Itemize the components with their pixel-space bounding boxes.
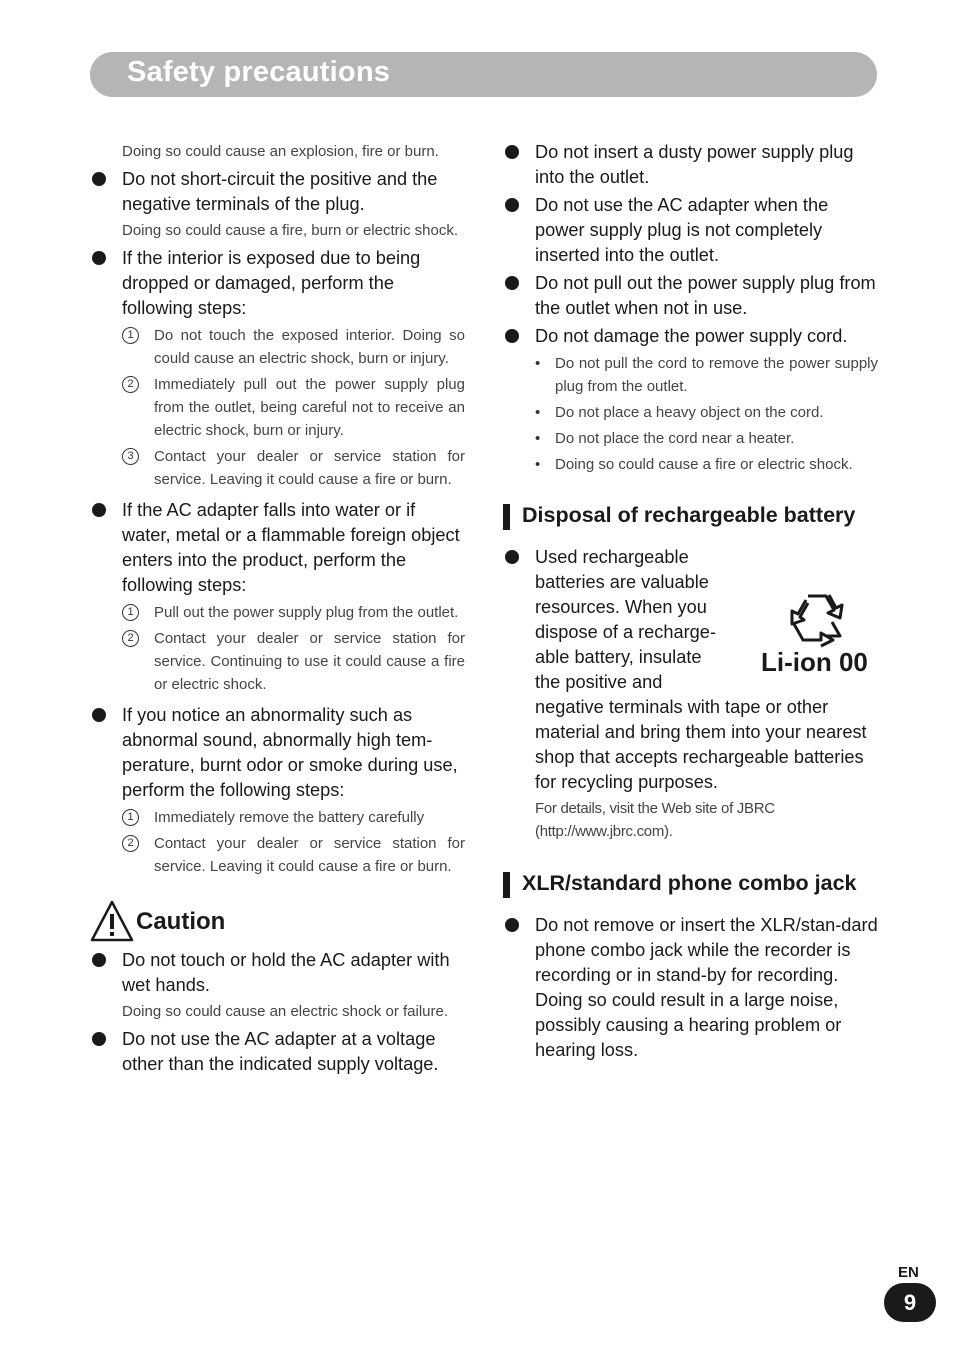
- warning-triangle-icon: [90, 900, 134, 942]
- caution-title: Caution: [136, 908, 226, 935]
- page-header: [90, 52, 877, 97]
- bullet-item: Do not damage the power supply cord.: [503, 324, 878, 349]
- step-item: [122, 601, 465, 624]
- page-title: Safety precautions: [127, 56, 391, 88]
- step-text: Pull out the power supply plug from the outlet.: [154, 604, 459, 621]
- disposal-heading: Disposal of rechargeable battery: [503, 499, 878, 531]
- sub-bullet: • Do not place a heavy object on the cord.: [503, 401, 878, 424]
- language-label: EN: [898, 1264, 919, 1281]
- bullet-note: Doing so could cause an electric shock or failure.: [122, 1003, 449, 1020]
- disposal-note: For details, visit the Web site of JBRC (http://www.jbrc.com).: [535, 800, 775, 840]
- step-item: [122, 445, 465, 491]
- step-number: 3: [122, 448, 139, 465]
- step-item: [122, 627, 465, 696]
- intro-note: Doing so could cause an explosion, fire or burn.: [122, 143, 439, 160]
- bullet-item: If you notice an abnormality such as abnormal sound, abnormally high tem-perature, burnt odor or smoke during use, perform the following steps:: [90, 703, 465, 803]
- bullet-item: Do not pull out the power supply plug from the outlet when not in use.: [503, 271, 878, 321]
- step-list: [90, 601, 465, 696]
- step-text: Contact your dealer or service station for service. Continuing to use it could cause a fire or electric shock.: [154, 630, 465, 693]
- bullet-item: Do not touch or hold the AC adapter with wet hands.: [90, 948, 465, 998]
- left-column: [90, 140, 465, 1077]
- bullet-note: Doing so could cause a fire, burn or electric shock.: [122, 222, 458, 239]
- step-number: 2: [122, 835, 139, 852]
- step-number: 2: [122, 376, 139, 393]
- disposal-text: Used rechargeable batteries are valuable resources. When you dispose of a recharge- able battery, insulate the positive and negative terminals with tape or other material and bring them into your nearest shop that accepts rechargeable batteries for recycling purposes.: [503, 545, 878, 795]
- step-list: [90, 324, 465, 491]
- bullet-item: Do not short-circuit the positive and the negative terminals of the plug.: [90, 167, 465, 217]
- bullet-item: Do not insert a dusty power supply plug into the outlet.: [503, 140, 878, 190]
- sub-bullet: • Do not place the cord near a heater.: [503, 427, 878, 450]
- bullet-item: Do not remove or insert the XLR/stan-dard phone combo jack while the recorder is recording or in stand-by for recording. Doing so could result in a large noise, possibly causing a hearing problem or hearing loss.: [503, 913, 878, 1063]
- step-text: Do not touch the exposed interior. Doing so could cause an electric shock, burn or injury.: [154, 327, 465, 367]
- step-item: [122, 806, 465, 829]
- caution-heading: [90, 900, 465, 948]
- page-number: 9: [884, 1283, 936, 1322]
- sub-bullet: • Doing so could cause a fire or electric shock.: [503, 453, 878, 476]
- step-text: Immediately remove the battery carefully: [154, 809, 425, 826]
- step-list: [90, 806, 465, 878]
- bullet-item: Do not use the AC adapter at a voltage other than the indicated supply voltage.: [90, 1027, 465, 1077]
- step-number: 2: [122, 630, 139, 647]
- right-column: [503, 140, 878, 1063]
- bullet-item: If the interior is exposed due to being dropped or damaged, perform the following steps:: [90, 246, 465, 321]
- recycle-icon: [786, 592, 848, 650]
- step-number: 1: [122, 327, 139, 344]
- jack-heading: XLR/standard phone combo jack: [503, 867, 878, 899]
- step-text: Contact your dealer or service station for service. Leaving it could cause a fire or burn.: [154, 835, 465, 875]
- sub-bullet: • Do not pull the cord to remove the power supply plug from the outlet.: [503, 352, 878, 398]
- bullet-item: If the AC adapter falls into water or if water, metal or a flammable foreign object enters into the product, perform the following steps:: [90, 498, 465, 598]
- step-text: Immediately pull out the power supply plug from the outlet, being careful not to receive an electric shock, burn or injury.: [154, 376, 465, 439]
- step-number: 1: [122, 809, 139, 826]
- step-item: [122, 373, 465, 442]
- recycle-label: Li-ion 00: [761, 647, 868, 677]
- step-item: [122, 324, 465, 370]
- recycle-mark: [755, 592, 879, 692]
- bullet-item: Do not use the AC adapter when the power supply plug is not completely inserted into the outlet.: [503, 193, 878, 268]
- step-number: 1: [122, 604, 139, 621]
- step-item: [122, 832, 465, 878]
- step-text: Contact your dealer or service station for service. Leaving it could cause a fire or burn.: [154, 448, 465, 488]
